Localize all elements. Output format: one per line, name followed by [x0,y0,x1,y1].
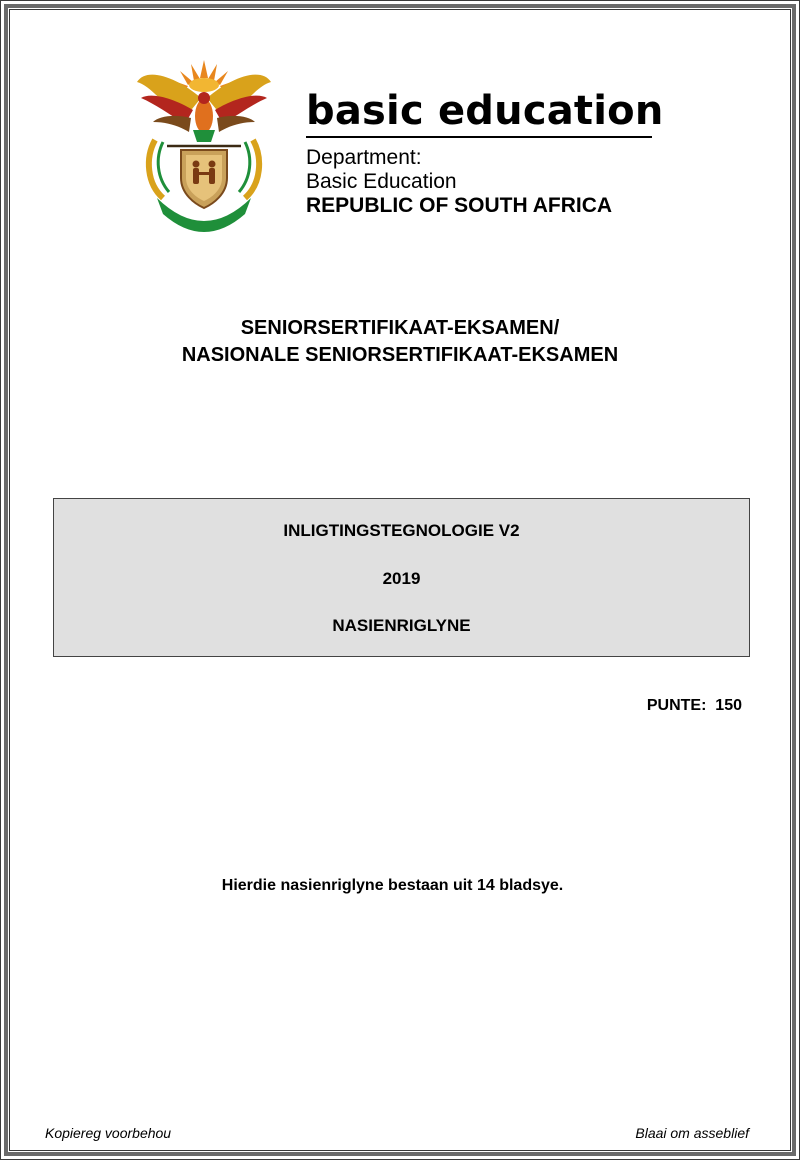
department-label: Department: [306,146,422,169]
exam-title-line-2: NASIONALE SENIORSERTIFIKAAT-EKSAMEN [181,344,619,366]
turn-over-footer: Blaai om asseblief [635,1125,749,1141]
subject-name: INLIGTINGSTEGNOLOGIE V2 [283,521,520,540]
exam-year: 2019 [382,569,421,588]
country-name: REPUBLIC OF SOUTH AFRICA [306,194,613,217]
department-name: Basic Education [306,170,457,193]
marks-label: PUNTE: [646,697,707,714]
copyright-footer: Kopiereg voorbehou [45,1125,172,1141]
brand-underline [306,136,652,138]
page-count-note: Hierdie nasienriglyne bestaan uit 14 bladsye. [221,877,564,894]
marks-value: 150 [715,697,742,714]
exam-title-line-1: SENIORSERTIFIKAAT-EKSAMEN/ [240,317,560,339]
svg-text:!KE E: /XARRA //KE: !KE E: /XARRA //KE [161,196,247,222]
document-type: NASIENRIGLYNE [332,616,471,635]
subject-box [53,498,750,657]
total-marks [647,697,742,715]
brand-name: basic education [306,88,664,134]
department-header [306,88,664,218]
coat-of-arms-icon [133,58,275,234]
exam-title [0,315,800,369]
